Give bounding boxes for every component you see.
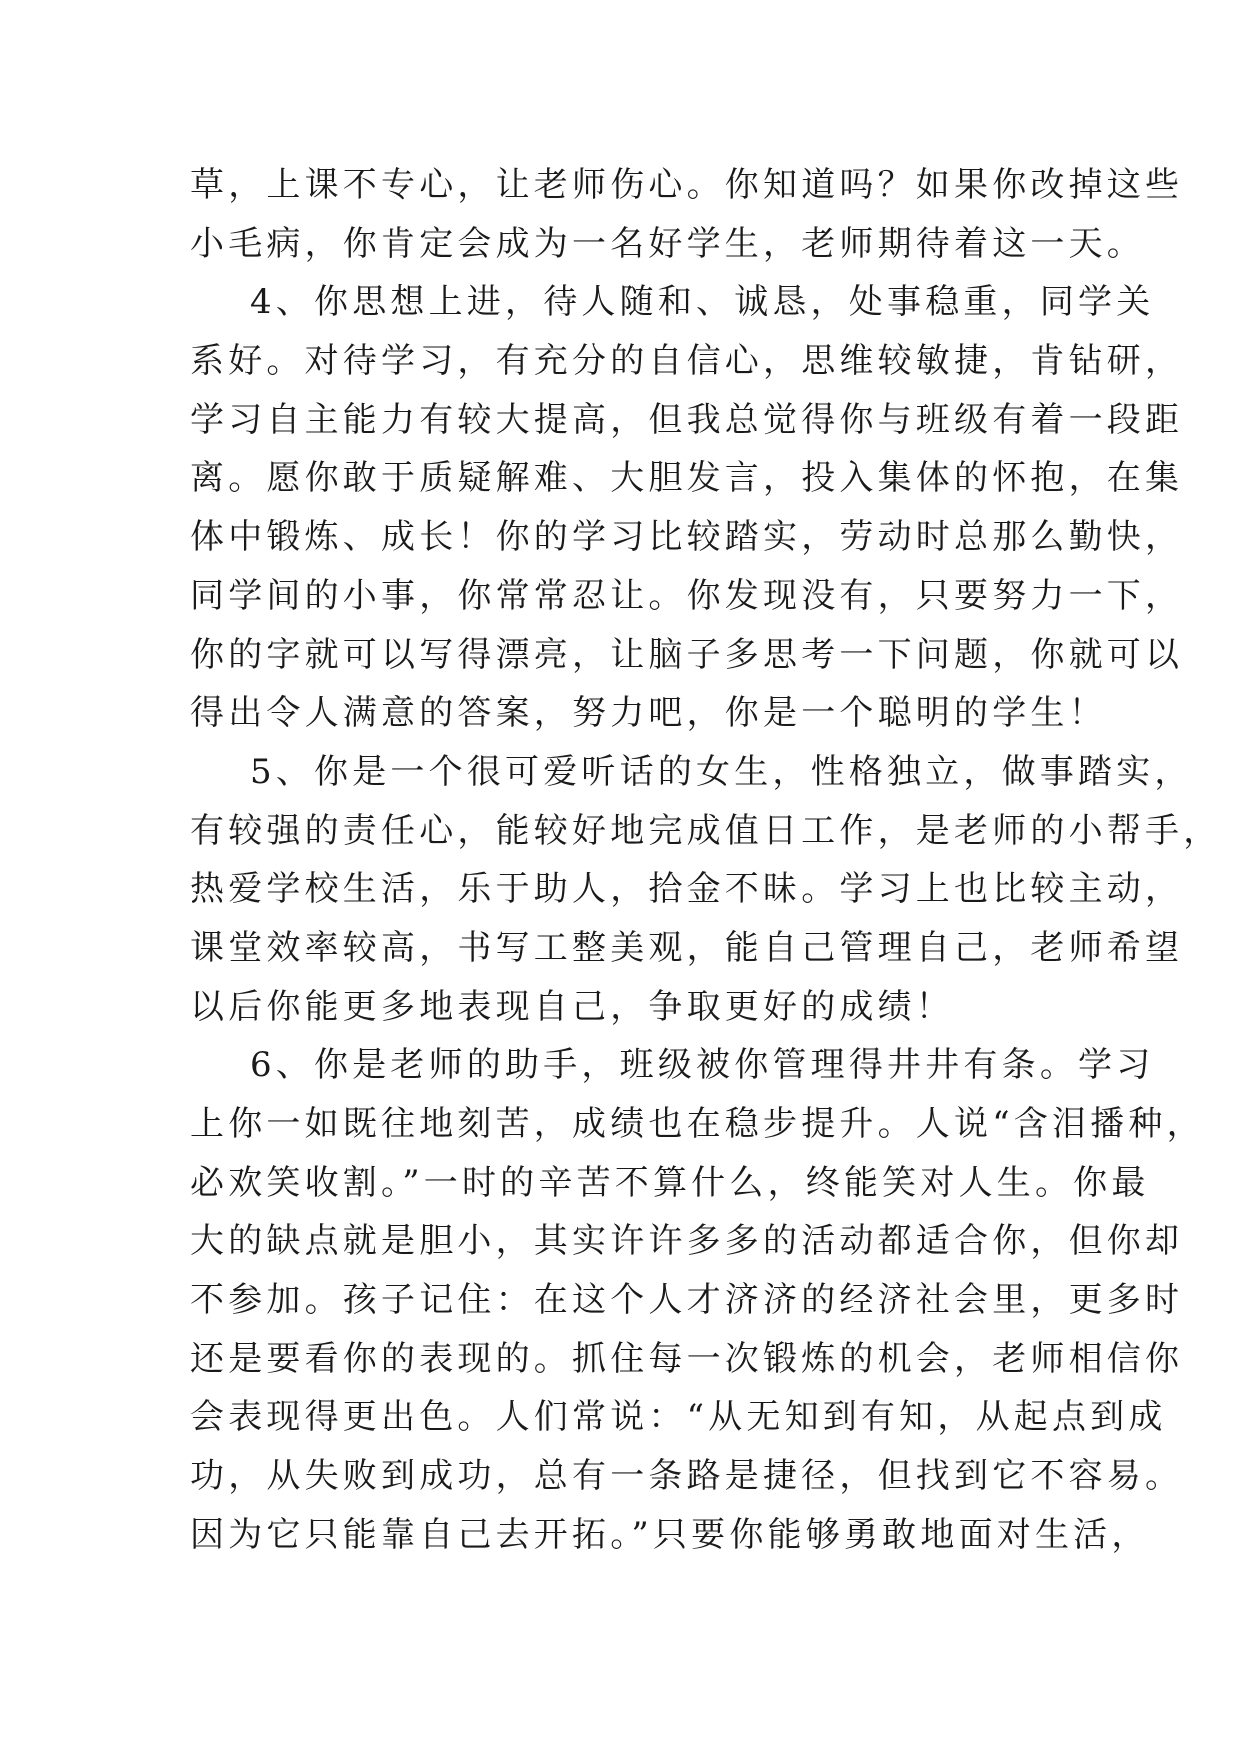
- text-line-12: 有较强的责任心，能较好地完成值日工作，是老师的小帮手，: [190, 810, 1222, 851]
- text-line-7: 体中锻炼、成长！你的学习比较踏实，劳动时总那么勤快，: [190, 517, 1184, 558]
- text-line-1: 草，上课不专心，让老师伤心。你知道吗？如果你改掉这些: [190, 165, 1184, 205]
- text-line-6: 离。愿你敢于质疑解难、大胆发言，投入集体的怀抱，在集: [190, 458, 1184, 499]
- text-line-10: 得出令人满意的答案，努力吧，你是一个聪明的学生！: [190, 693, 1107, 734]
- text-line-17: 上你一如既往地刻苦，成绩也在稳步提升。人说“含泪播种，: [190, 1104, 1205, 1144]
- text-line-2: 小毛病，你肯定会成为一名好学生，老师期待着这一天。: [190, 223, 1145, 264]
- text-line-20: 不参加。孩子记住：在这个人才济济的经济社会里，更多时: [190, 1280, 1184, 1321]
- text-line-9: 你的字就可以写得漂亮，让脑子多思考一下问题，你就可以: [190, 634, 1184, 675]
- text-line-14: 课堂效率较高，书写工整美观，能自己管理自己，老师希望: [190, 927, 1184, 968]
- text-line-4: 系好。对待学习，有充分的自信心，思维较敏捷，肯钻研，: [190, 341, 1184, 382]
- text-line-5: 学习自主能力有较大提高，但我总觉得你与班级有着一段距: [190, 399, 1184, 440]
- text-line-23: 功，从失败到成功，总有一条路是捷径，但找到它不容易。: [190, 1456, 1184, 1497]
- text-line-21: 还是要看你的表现的。抓住每一次锻炼的机会，老师相信你: [190, 1338, 1184, 1379]
- text-line-16: 6、你是老师的助手，班级被你管理得井井有条。学习: [250, 1045, 1155, 1086]
- text-line-24: 因为它只能靠自己去开拓。”只要你能够勇敢地面对生活，: [190, 1514, 1150, 1555]
- body-text: [190, 156, 1222, 1565]
- text-line-19: 大的缺点就是胆小，其实许许多多的活动都适合你，但你却: [190, 1221, 1184, 1262]
- text-line-8: 同学间的小事，你常常忍让。你发现没有，只要努力一下，: [190, 575, 1184, 616]
- text-line-3: 4、你思想上进，待人随和、诚恳，处事稳重，同学关: [250, 282, 1155, 323]
- text-line-15: 以后你能更多地表现自己，争取更好的成绩！: [190, 986, 954, 1027]
- text-line-13: 热爱学校生活，乐于助人，拾金不昧。学习上也比较主动，: [190, 869, 1184, 910]
- text-line-11: 5、你是一个很可爱听话的女生，性格独立，做事踏实，: [250, 751, 1193, 792]
- text-line-22: 会表现得更出色。人们常说：“从无知到有知，从起点到成: [190, 1397, 1167, 1438]
- text-line-18: 必欢笑收割。”一时的辛苦不算什么，终能笑对人生。你最: [190, 1162, 1150, 1203]
